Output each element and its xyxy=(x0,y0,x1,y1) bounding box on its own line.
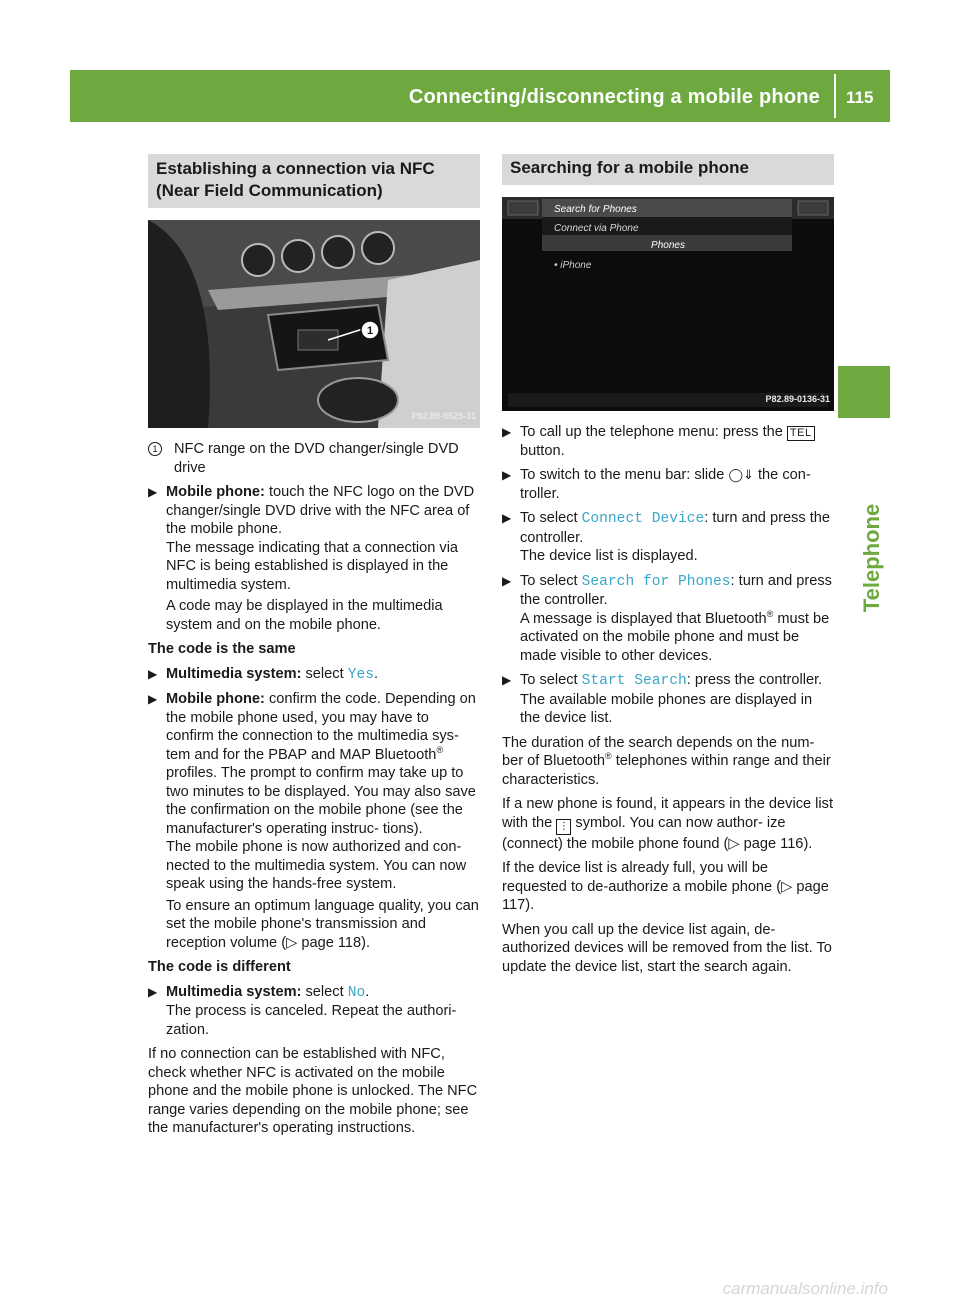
step-arrow-icon: ▶ xyxy=(502,468,512,482)
controller-slide-down-icon: ◯⇓ xyxy=(728,467,754,482)
mobile-phone-icon: ⋮ xyxy=(556,819,571,835)
step-select-yes: ▶ Multimedia system: select Yes. xyxy=(148,665,379,683)
nfc-figure xyxy=(148,220,480,428)
side-tab-marker xyxy=(838,366,890,418)
step-select-start-search: ▶ To select Start Search: press the controller. The available mobile phones are displayed in the device list. xyxy=(502,672,823,726)
screen-list-header: Phones xyxy=(651,240,685,251)
step-select-no: ▶ Multimedia system: select No. The process is canceled. Repeat the authori- zation. xyxy=(148,983,457,1038)
step-arrow-icon: ▶ xyxy=(148,485,158,499)
nfc-closing-paragraph: If no connection can be established with NFC, check whether NFC is activated on the mobile phone and the mobile phone is unlocked. The NFC range varies depending on the mobile phone; see the manufacturer's operating instructions. xyxy=(148,1046,478,1136)
watermark: carmanualsonline.info xyxy=(722,1279,888,1298)
step-arrow-icon: ▶ xyxy=(502,673,512,687)
step-call-telephone-menu: ▶ To call up the telephone menu: press the TEL button. xyxy=(502,423,834,460)
subheading-code-same: The code is the same xyxy=(148,641,296,657)
menu-option-yes: Yes xyxy=(347,666,374,683)
car-interior-illustration xyxy=(148,220,480,428)
step-select-search-for-phones: ▶ To select Search for Phones: turn and press the controller. A message is displayed that Bluetooth® must be activated on the mobile phone and must be made visible to other devices. xyxy=(502,572,832,664)
device-list-update-paragraph: When you call up the device list again, de- authorized devices will be removed from the list. To update the device list, start the search again. xyxy=(502,921,832,975)
step-switch-menu-bar: ▶ To switch to the menu bar: slide ◯⇓ the con- troller. xyxy=(502,467,811,502)
subheading-code-different: The code is different xyxy=(148,959,291,975)
page-reference[interactable]: page 117 xyxy=(502,878,829,913)
tel-key-icon: TEL xyxy=(787,426,815,441)
screen-list-item[interactable]: • iPhone xyxy=(554,260,592,271)
left-column xyxy=(148,154,480,1141)
device-list-full-paragraph: If the device list is already full, you will be requested to de-authorize a mobile phone (▷ page 117). xyxy=(502,860,829,913)
section-heading-nfc: Establishing a connection via NFC (Near Field Communication) xyxy=(148,154,480,208)
step-select-connect-device: ▶ To select Connect Device: turn and press the controller. The device list is displayed. xyxy=(502,510,831,564)
step-mobile-phone-touch: ▶ Mobile phone: touch the NFC logo on the DVD changer/single DVD drive with the NFC area of the mobile phone. The message indicating that a connection via NFC is being established is displayed in the multimedia system. A code may be displayed in the multimedia system and on the mobile phone. xyxy=(148,484,475,633)
step-confirm-code: ▶ Mobile phone: confirm the code. Depending on the mobile phone used, you may have to confirm the connection to the multimedia sys- tem and for the PBAP and MAP Bluetooth® profiles. The prompt to confirm may take up to two minutes to be displayed. You may also save the confirmation on the mobile phone (see the manufacturer's operating instruc- tions). The mobile phone is now authorized and con- nected to the multimedia system. You can now speak using the hands-free system. To ensure an optimum language quality, you can set the mobile phone's transmission and reception volume (▷ page 118). xyxy=(148,691,479,951)
page-number: 115 xyxy=(846,88,874,107)
step-arrow-icon: ▶ xyxy=(502,573,512,588)
menu-option-start-search: Start Search xyxy=(581,673,687,689)
figure-caption: 1 NFC range on the DVD changer/single DVD drive xyxy=(148,440,480,477)
menu-option-no: No xyxy=(347,984,366,1001)
menu-option-connect-device: Connect Device xyxy=(581,511,705,527)
side-tab-label: Telephone xyxy=(859,503,884,613)
page-reference[interactable]: page 118 xyxy=(301,934,362,951)
step-arrow-icon: ▶ xyxy=(502,511,512,525)
menu-option-search-for-phones: Search for Phones xyxy=(581,573,731,590)
section-heading-search: Searching for a mobile phone xyxy=(502,154,834,185)
screen-menu-search-for-phones[interactable]: Search for Phones xyxy=(554,204,637,215)
step-arrow-icon: ▶ xyxy=(502,425,512,439)
page-reference[interactable]: page 116 xyxy=(743,835,804,852)
new-phone-paragraph: If a new phone is found, it appears in the device list with the ⋮ symbol. You can now author- ize (connect) the mobile phone found (▷ page 116). xyxy=(502,796,833,852)
header-divider xyxy=(834,74,836,118)
svg-text:1: 1 xyxy=(366,325,374,337)
search-duration-paragraph: The duration of the search depends on the num- ber of Bluetooth® telephones within range and their characteristics. xyxy=(502,734,831,788)
figure-code: P82.89-0136-31 xyxy=(765,393,830,404)
phone-search-screen-figure xyxy=(502,197,834,411)
figure-code: P82.89-0525-31 xyxy=(411,410,476,421)
page-title: Connecting/disconnecting a mobile phone xyxy=(408,86,820,108)
step-arrow-icon: ▶ xyxy=(148,692,158,706)
screen-menu-connect-via-phone[interactable]: Connect via Phone xyxy=(554,223,639,234)
right-column xyxy=(502,154,834,979)
step-arrow-icon: ▶ xyxy=(148,666,158,681)
multimedia-screen xyxy=(502,197,834,411)
step-arrow-icon: ▶ xyxy=(148,984,158,999)
